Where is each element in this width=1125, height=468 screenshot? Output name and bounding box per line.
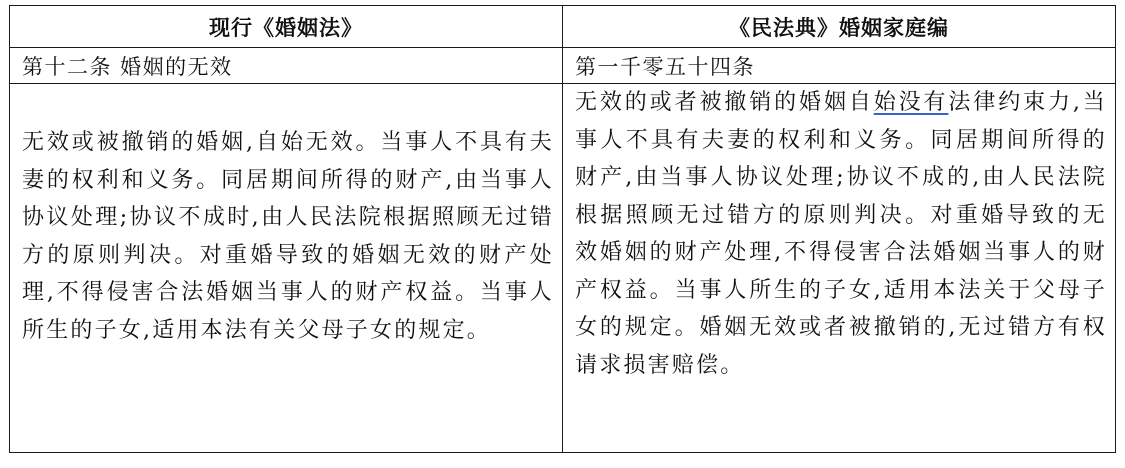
article-title-left: 第十二条 婚姻的无效 [10,48,563,84]
content-cell-left [10,84,563,453]
article-title-right: 第一千零五十四条 [563,48,1116,84]
left-article-text: 无效或被撤销的婚姻,自始无效。当事人不具有夫妻的权利和义务。同居期间所得的财产,由当事人协议处理;协议不成时,由人民法院根据照顾无过错方的原则判决。对重婚导致的婚姻无效的财产处理,不得侵害合法婚姻当事人的财产权益。当事人所生的子女,适用本法有关父母子女的规定。 [22,130,554,343]
right-text-before: 无效的或者被撤销的婚姻自 [575,90,874,115]
underlined-phrase: 始没有 [873,90,949,115]
content-row [10,84,1116,453]
right-text-after: 法律约束力,当事人不具有夫妻的权利和义务。同居期间所得的财产,由当事人协议处理;协议不成的,由人民法院根据照顾无过错方的原则判决。对重婚导致的无效婚姻的财产处理,不得侵害合法婚姻当事人的财产权益。当事人所生的子女,适用本法关于父母子女的规定。婚姻无效或者被撤销的,无过错方有权请求损害赔偿。 [575,90,1107,378]
comparison-table [9,5,1116,453]
article-row [10,48,1116,84]
header-civil-code-marriage-family: 《民法典》婚姻家庭编 [563,6,1116,48]
right-article-text [575,84,1107,384]
content-cell-right [563,84,1116,453]
header-row [10,6,1116,48]
header-current-marriage-law: 现行《婚姻法》 [10,6,563,48]
